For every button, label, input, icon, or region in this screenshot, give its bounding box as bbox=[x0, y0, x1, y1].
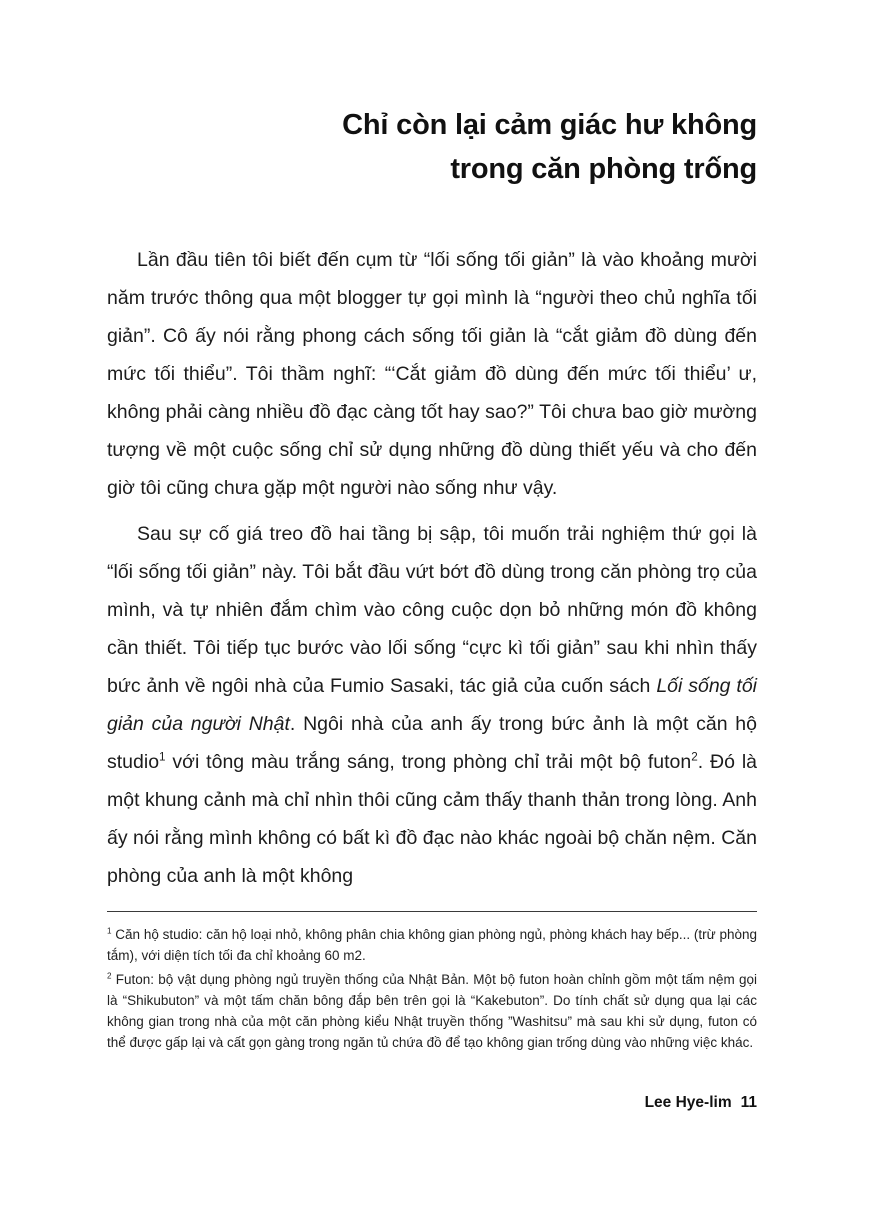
chapter-title-line-2: trong căn phòng trống bbox=[450, 153, 757, 185]
page-footer bbox=[645, 1094, 757, 1112]
author-name: Lee Hye-lim bbox=[644, 1094, 732, 1111]
chapter-title-line-1: Chỉ còn lại cảm giác hư không bbox=[342, 109, 757, 141]
chapter-title bbox=[107, 103, 757, 191]
footnote-separator bbox=[107, 911, 757, 912]
paragraph: Sau sự cố giá treo đồ hai tầng bị sập, tôi muốn trải nghiệm thứ gọi là “lối sống tối giản” này. Tôi bắt đầu vứt bớt đồ dùng trong căn phòng trọ của mình, và tự nhiên đắm chìm vào công cuộc dọn bỏ những món đồ không cần thiết. Tôi tiếp tục bước vào lối sống “cực kì tối giản” sau khi nhìn thấy bức ảnh về ngôi nhà của Fumio Sasaki, tác giả của cuốn sách Lối sống tối giản của người Nhật. Ngôi nhà của anh ấy trong bức ảnh là một căn hộ studio$^1$ với tông màu trắng sáng, trong phòng chỉ trải một bộ futon$^2$. Đó là một khung cảnh mà chỉ nhìn thôi cũng cảm thấy thanh thản trong lòng. Anh ấy nói rằng mình không có bất kì đồ đạc nào khác ngoài bộ chăn nệm. Căn phòng của anh là một không bbox=[107, 523, 758, 887]
footnote: $^1$ Căn hộ studio: căn hộ loại nhỏ, không phân chia không gian phòng ngủ, phòng khách hay bếp... (trừ phòng tắm), với diện tích tối đa chỉ khoảng 60 m2. bbox=[107, 926, 757, 963]
page-number: 11 bbox=[740, 1094, 757, 1111]
paragraph: Lần đầu tiên tôi biết đến cụm từ “lối sống tối giản” là vào khoảng mười năm trước thông qua một blogger tự gọi mình là “người theo chủ nghĩa tối giản”. Cô ấy nói rằng phong cách sống tối giản là “cắt giảm đồ dùng đến mức tối thiểu”. Tôi thầm nghĩ: “‘Cắt giảm đồ dùng đến mức tối thiểu’ ư, không phải càng nhiều đồ đạc càng tốt hay sao?” Tôi chưa bao giờ mường tượng về một cuộc sống chỉ sử dụng những đồ dùng thiết yếu và cho đến giờ tôi cũng chưa gặp một người nào sống như vậy. bbox=[107, 249, 757, 499]
footnote: $^2$ Futon: bộ vật dụng phòng ngủ truyền thống của Nhật Bản. Một bộ futon hoàn chỉnh gồm một tấm nệm gọi là “Shikubuton” và một tấm chăn bông đắp bên trên gọi là “Kakebuton”. Do tính chất sử dụng qua lại các không gian trong nhà của một căn phòng kiểu Nhật truyền thống ”Washitsu” mà sau khi sử dụng, futon có thể được gấp lại và cất gọn gàng trong ngăn tủ chứa đồ để tạo không gian trống dùng vào những việc khác. bbox=[107, 971, 757, 1050]
